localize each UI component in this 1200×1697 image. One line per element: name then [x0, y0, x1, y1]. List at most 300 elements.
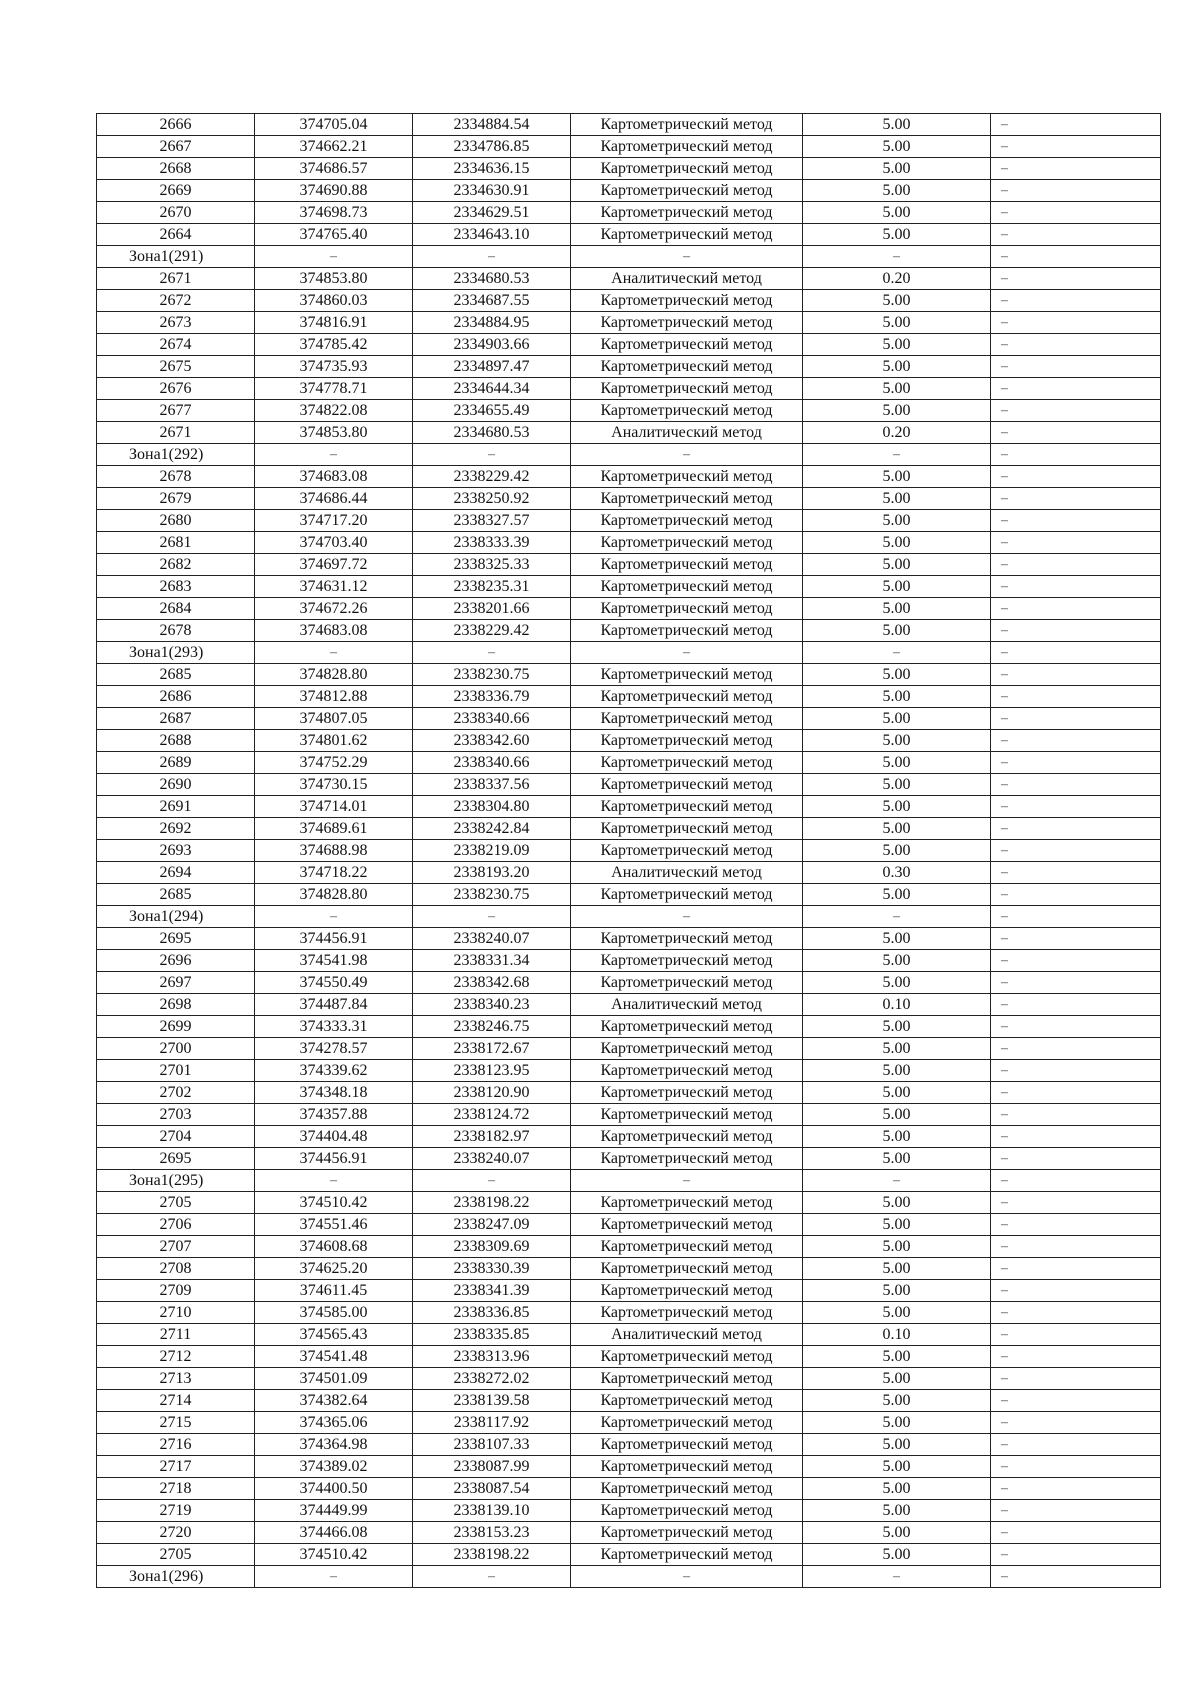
description-cell: –	[991, 1302, 1161, 1324]
x-coordinate-cell: 374853.80	[255, 268, 413, 290]
description-cell: –	[991, 598, 1161, 620]
method-cell: Картометрический метод	[571, 664, 803, 686]
table-row	[97, 334, 1161, 356]
description-cell: –	[991, 1060, 1161, 1082]
table-row	[97, 928, 1161, 950]
table-row	[97, 862, 1161, 884]
x-coordinate-cell: 374631.12	[255, 576, 413, 598]
y-coordinate-cell: 2338342.60	[413, 730, 571, 752]
y-coordinate-cell: –	[413, 1170, 571, 1192]
description-cell: –	[991, 686, 1161, 708]
accuracy-cell: 5.00	[803, 950, 991, 972]
method-cell: Картометрический метод	[571, 114, 803, 136]
table-row	[97, 1412, 1161, 1434]
point-number-cell: 2698	[97, 994, 255, 1016]
description-cell: –	[991, 1104, 1161, 1126]
method-cell: Картометрический метод	[571, 1192, 803, 1214]
point-number-cell: 2705	[97, 1192, 255, 1214]
x-coordinate-cell: 374510.42	[255, 1544, 413, 1566]
y-coordinate-cell: 2338087.54	[413, 1478, 571, 1500]
x-coordinate-cell: 374550.49	[255, 972, 413, 994]
description-cell: –	[991, 1324, 1161, 1346]
y-coordinate-cell: 2338124.72	[413, 1104, 571, 1126]
table-row	[97, 972, 1161, 994]
y-coordinate-cell: –	[413, 1566, 571, 1588]
point-number-cell: 2684	[97, 598, 255, 620]
point-number-cell: 2705	[97, 1544, 255, 1566]
point-number-cell: 2671	[97, 422, 255, 444]
y-coordinate-cell: 2338240.07	[413, 1148, 571, 1170]
table-row	[97, 1192, 1161, 1214]
description-cell: –	[991, 1368, 1161, 1390]
x-coordinate-cell: 374333.31	[255, 1016, 413, 1038]
description-cell: –	[991, 1346, 1161, 1368]
accuracy-cell: 5.00	[803, 510, 991, 532]
x-coordinate-cell: 374714.01	[255, 796, 413, 818]
method-cell: Картометрический метод	[571, 136, 803, 158]
accuracy-cell: 5.00	[803, 818, 991, 840]
table-row	[97, 686, 1161, 708]
y-coordinate-cell: 2338272.02	[413, 1368, 571, 1390]
accuracy-cell: 5.00	[803, 1478, 991, 1500]
accuracy-cell: 5.00	[803, 1302, 991, 1324]
y-coordinate-cell: 2334629.51	[413, 202, 571, 224]
zone-header-row	[97, 246, 1161, 268]
method-cell: Картометрический метод	[571, 1214, 803, 1236]
point-number-cell: 2667	[97, 136, 255, 158]
table-row	[97, 202, 1161, 224]
x-coordinate-cell: 374449.99	[255, 1500, 413, 1522]
accuracy-cell: 5.00	[803, 1126, 991, 1148]
accuracy-cell: 5.00	[803, 1500, 991, 1522]
y-coordinate-cell: 2338313.96	[413, 1346, 571, 1368]
method-cell: Картометрический метод	[571, 576, 803, 598]
description-cell: –	[991, 1456, 1161, 1478]
method-cell: Картометрический метод	[571, 774, 803, 796]
table-row	[97, 1148, 1161, 1170]
point-number-cell: 2685	[97, 884, 255, 906]
description-cell: –	[991, 752, 1161, 774]
table-row	[97, 1236, 1161, 1258]
y-coordinate-cell: 2338193.20	[413, 862, 571, 884]
x-coordinate-cell: 374703.40	[255, 532, 413, 554]
table-row	[97, 356, 1161, 378]
point-number-cell: 2694	[97, 862, 255, 884]
y-coordinate-cell: 2338337.56	[413, 774, 571, 796]
y-coordinate-cell: 2338333.39	[413, 532, 571, 554]
table-row	[97, 1434, 1161, 1456]
x-coordinate-cell: –	[255, 444, 413, 466]
description-cell: –	[991, 1522, 1161, 1544]
description-cell: –	[991, 840, 1161, 862]
accuracy-cell: 5.00	[803, 664, 991, 686]
accuracy-cell: 5.00	[803, 1258, 991, 1280]
method-cell: Аналитический метод	[571, 268, 803, 290]
method-cell: Картометрический метод	[571, 1456, 803, 1478]
x-coordinate-cell: 374765.40	[255, 224, 413, 246]
table-row	[97, 708, 1161, 730]
accuracy-cell: 5.00	[803, 488, 991, 510]
method-cell: Аналитический метод	[571, 994, 803, 1016]
description-cell: –	[991, 950, 1161, 972]
accuracy-cell: 5.00	[803, 708, 991, 730]
accuracy-cell: 5.00	[803, 466, 991, 488]
y-coordinate-cell: 2338309.69	[413, 1236, 571, 1258]
method-cell: Картометрический метод	[571, 840, 803, 862]
table-row	[97, 312, 1161, 334]
description-cell: –	[991, 224, 1161, 246]
description-cell: –	[991, 532, 1161, 554]
x-coordinate-cell: –	[255, 246, 413, 268]
x-coordinate-cell: 374348.18	[255, 1082, 413, 1104]
method-cell: Картометрический метод	[571, 1346, 803, 1368]
y-coordinate-cell: 2338219.09	[413, 840, 571, 862]
y-coordinate-cell: 2338230.75	[413, 664, 571, 686]
accuracy-cell: –	[803, 642, 991, 664]
x-coordinate-cell: 374357.88	[255, 1104, 413, 1126]
method-cell: Картометрический метод	[571, 312, 803, 334]
description-cell: –	[991, 1280, 1161, 1302]
x-coordinate-cell: 374339.62	[255, 1060, 413, 1082]
point-number-cell: 2703	[97, 1104, 255, 1126]
method-cell: –	[571, 642, 803, 664]
accuracy-cell: 5.00	[803, 840, 991, 862]
accuracy-cell: 5.00	[803, 686, 991, 708]
description-cell: –	[991, 1038, 1161, 1060]
accuracy-cell: 5.00	[803, 312, 991, 334]
y-coordinate-cell: 2334643.10	[413, 224, 571, 246]
accuracy-cell: 5.00	[803, 1082, 991, 1104]
description-cell: –	[991, 488, 1161, 510]
method-cell: Картометрический метод	[571, 1478, 803, 1500]
method-cell: Картометрический метод	[571, 598, 803, 620]
table-row	[97, 730, 1161, 752]
description-cell: –	[991, 972, 1161, 994]
y-coordinate-cell: 2338342.68	[413, 972, 571, 994]
y-coordinate-cell: 2338331.34	[413, 950, 571, 972]
method-cell: Картометрический метод	[571, 356, 803, 378]
point-number-cell: 2701	[97, 1060, 255, 1082]
table-row	[97, 664, 1161, 686]
x-coordinate-cell: 374364.98	[255, 1434, 413, 1456]
y-coordinate-cell: 2338336.79	[413, 686, 571, 708]
x-coordinate-cell: –	[255, 642, 413, 664]
accuracy-cell: 0.10	[803, 994, 991, 1016]
method-cell: Картометрический метод	[571, 1500, 803, 1522]
table-row	[97, 1060, 1161, 1082]
description-cell: –	[991, 202, 1161, 224]
description-cell: –	[991, 1016, 1161, 1038]
method-cell: Аналитический метод	[571, 1324, 803, 1346]
x-coordinate-cell: 374456.91	[255, 1148, 413, 1170]
x-coordinate-cell: 374735.93	[255, 356, 413, 378]
table-row	[97, 774, 1161, 796]
accuracy-cell: 5.00	[803, 114, 991, 136]
accuracy-cell: 5.00	[803, 1434, 991, 1456]
accuracy-cell: 5.00	[803, 1346, 991, 1368]
method-cell: Картометрический метод	[571, 1544, 803, 1566]
x-coordinate-cell: 374718.22	[255, 862, 413, 884]
y-coordinate-cell: 2338230.75	[413, 884, 571, 906]
method-cell: Аналитический метод	[571, 422, 803, 444]
y-coordinate-cell: 2338330.39	[413, 1258, 571, 1280]
method-cell: Картометрический метод	[571, 1060, 803, 1082]
x-coordinate-cell: 374686.57	[255, 158, 413, 180]
description-cell: –	[991, 158, 1161, 180]
description-cell: –	[991, 290, 1161, 312]
table-row	[97, 290, 1161, 312]
method-cell: Картометрический метод	[571, 796, 803, 818]
zone-header-row	[97, 1170, 1161, 1192]
description-cell: –	[991, 1236, 1161, 1258]
accuracy-cell: 5.00	[803, 1522, 991, 1544]
x-coordinate-cell: 374585.00	[255, 1302, 413, 1324]
table-row	[97, 994, 1161, 1016]
point-number-cell: 2697	[97, 972, 255, 994]
description-cell: –	[991, 1500, 1161, 1522]
zone-header-row	[97, 444, 1161, 466]
x-coordinate-cell: 374625.20	[255, 1258, 413, 1280]
table-row	[97, 1016, 1161, 1038]
description-cell: –	[991, 466, 1161, 488]
accuracy-cell: 5.00	[803, 1236, 991, 1258]
accuracy-cell: 0.20	[803, 422, 991, 444]
point-number-cell: 2678	[97, 466, 255, 488]
y-coordinate-cell: 2338327.57	[413, 510, 571, 532]
method-cell: Картометрический метод	[571, 180, 803, 202]
point-number-cell: 2714	[97, 1390, 255, 1412]
x-coordinate-cell: 374785.42	[255, 334, 413, 356]
accuracy-cell: 5.00	[803, 136, 991, 158]
x-coordinate-cell: 374541.48	[255, 1346, 413, 1368]
x-coordinate-cell: 374730.15	[255, 774, 413, 796]
method-cell: Картометрический метод	[571, 1412, 803, 1434]
y-coordinate-cell: 2338340.66	[413, 752, 571, 774]
table-row	[97, 510, 1161, 532]
table-row	[97, 752, 1161, 774]
description-cell: –	[991, 1478, 1161, 1500]
point-number-cell: 2691	[97, 796, 255, 818]
accuracy-cell: 5.00	[803, 1214, 991, 1236]
table-row	[97, 620, 1161, 642]
y-coordinate-cell: 2334644.34	[413, 378, 571, 400]
point-number-cell: 2664	[97, 224, 255, 246]
y-coordinate-cell: –	[413, 642, 571, 664]
document-page	[96, 113, 1160, 1588]
accuracy-cell: –	[803, 246, 991, 268]
coordinates-table	[96, 113, 1161, 1588]
table-row	[97, 1038, 1161, 1060]
y-coordinate-cell: 2338304.80	[413, 796, 571, 818]
y-coordinate-cell: –	[413, 906, 571, 928]
description-cell: –	[991, 400, 1161, 422]
description-cell: –	[991, 356, 1161, 378]
table-row	[97, 598, 1161, 620]
point-number-cell: 2676	[97, 378, 255, 400]
y-coordinate-cell: 2338087.99	[413, 1456, 571, 1478]
accuracy-cell: 5.00	[803, 1104, 991, 1126]
method-cell: Картометрический метод	[571, 708, 803, 730]
point-number-cell: 2718	[97, 1478, 255, 1500]
y-coordinate-cell: 2338242.84	[413, 818, 571, 840]
description-cell: –	[991, 708, 1161, 730]
accuracy-cell: 5.00	[803, 1544, 991, 1566]
accuracy-cell: 5.00	[803, 1192, 991, 1214]
table-row	[97, 1346, 1161, 1368]
y-coordinate-cell: 2338201.66	[413, 598, 571, 620]
method-cell: Картометрический метод	[571, 620, 803, 642]
method-cell: Картометрический метод	[571, 1104, 803, 1126]
point-number-cell: 2708	[97, 1258, 255, 1280]
y-coordinate-cell: 2338172.67	[413, 1038, 571, 1060]
table-row	[97, 1258, 1161, 1280]
y-coordinate-cell: 2338107.33	[413, 1434, 571, 1456]
description-cell: –	[991, 928, 1161, 950]
point-number-cell: 2717	[97, 1456, 255, 1478]
table-row	[97, 840, 1161, 862]
x-coordinate-cell: 374860.03	[255, 290, 413, 312]
accuracy-cell: 5.00	[803, 400, 991, 422]
y-coordinate-cell: 2338325.33	[413, 554, 571, 576]
point-number-cell: 2693	[97, 840, 255, 862]
description-cell: –	[991, 796, 1161, 818]
x-coordinate-cell: 374688.98	[255, 840, 413, 862]
accuracy-cell: 5.00	[803, 1016, 991, 1038]
x-coordinate-cell: 374565.43	[255, 1324, 413, 1346]
accuracy-cell: 5.00	[803, 796, 991, 818]
y-coordinate-cell: 2338117.92	[413, 1412, 571, 1434]
point-number-cell: 2687	[97, 708, 255, 730]
description-cell: –	[991, 818, 1161, 840]
x-coordinate-cell: 374456.91	[255, 928, 413, 950]
point-number-cell: 2673	[97, 312, 255, 334]
method-cell: Картометрический метод	[571, 554, 803, 576]
accuracy-cell: 5.00	[803, 202, 991, 224]
accuracy-cell: 5.00	[803, 884, 991, 906]
table-row	[97, 136, 1161, 158]
x-coordinate-cell: 374400.50	[255, 1478, 413, 1500]
description-cell: –	[991, 1148, 1161, 1170]
x-coordinate-cell: 374807.05	[255, 708, 413, 730]
accuracy-cell: 0.10	[803, 1324, 991, 1346]
description-cell: –	[991, 422, 1161, 444]
x-coordinate-cell: 374382.64	[255, 1390, 413, 1412]
accuracy-cell: 5.00	[803, 1456, 991, 1478]
point-number-cell: 2670	[97, 202, 255, 224]
accuracy-cell: 5.00	[803, 1060, 991, 1082]
y-coordinate-cell: 2338335.85	[413, 1324, 571, 1346]
x-coordinate-cell: 374501.09	[255, 1368, 413, 1390]
description-cell: –	[991, 576, 1161, 598]
description-cell: –	[991, 1434, 1161, 1456]
x-coordinate-cell: 374689.61	[255, 818, 413, 840]
point-number-cell: 2690	[97, 774, 255, 796]
table-row	[97, 422, 1161, 444]
table-row	[97, 1390, 1161, 1412]
table-row	[97, 532, 1161, 554]
accuracy-cell: 5.00	[803, 1368, 991, 1390]
table-row	[97, 466, 1161, 488]
description-cell: –	[991, 1192, 1161, 1214]
table-row	[97, 180, 1161, 202]
description-cell: –	[991, 1390, 1161, 1412]
point-number-cell: 2711	[97, 1324, 255, 1346]
table-row	[97, 1324, 1161, 1346]
y-coordinate-cell: 2338235.31	[413, 576, 571, 598]
point-number-cell: 2709	[97, 1280, 255, 1302]
y-coordinate-cell: 2338139.10	[413, 1500, 571, 1522]
y-coordinate-cell: 2334884.54	[413, 114, 571, 136]
point-number-cell: 2669	[97, 180, 255, 202]
point-number-cell: 2707	[97, 1236, 255, 1258]
y-coordinate-cell: 2334687.55	[413, 290, 571, 312]
description-cell: –	[991, 862, 1161, 884]
x-coordinate-cell: 374828.80	[255, 664, 413, 686]
accuracy-cell: 5.00	[803, 1280, 991, 1302]
x-coordinate-cell: 374278.57	[255, 1038, 413, 1060]
accuracy-cell: 5.00	[803, 598, 991, 620]
accuracy-cell: 5.00	[803, 730, 991, 752]
method-cell: Картометрический метод	[571, 1258, 803, 1280]
accuracy-cell: 5.00	[803, 1390, 991, 1412]
x-coordinate-cell: 374778.71	[255, 378, 413, 400]
description-cell: –	[991, 1126, 1161, 1148]
y-coordinate-cell: 2338240.07	[413, 928, 571, 950]
table-row	[97, 224, 1161, 246]
method-cell: –	[571, 1170, 803, 1192]
method-cell: Картометрический метод	[571, 466, 803, 488]
method-cell: Картометрический метод	[571, 1280, 803, 1302]
description-cell: –	[991, 510, 1161, 532]
point-number-cell: 2695	[97, 1148, 255, 1170]
accuracy-cell: 5.00	[803, 334, 991, 356]
point-number-cell: 2672	[97, 290, 255, 312]
x-coordinate-cell: 374752.29	[255, 752, 413, 774]
description-cell: –	[991, 774, 1161, 796]
table-row	[97, 1522, 1161, 1544]
description-cell: –	[991, 1412, 1161, 1434]
point-number-cell: 2700	[97, 1038, 255, 1060]
method-cell: Картометрический метод	[571, 1082, 803, 1104]
y-coordinate-cell: 2334884.95	[413, 312, 571, 334]
point-number-cell: 2719	[97, 1500, 255, 1522]
point-number-cell: 2699	[97, 1016, 255, 1038]
method-cell: Картометрический метод	[571, 334, 803, 356]
accuracy-cell: –	[803, 444, 991, 466]
table-row	[97, 378, 1161, 400]
point-number-cell: 2688	[97, 730, 255, 752]
x-coordinate-cell: 374389.02	[255, 1456, 413, 1478]
point-number-cell: 2710	[97, 1302, 255, 1324]
method-cell: Картометрический метод	[571, 818, 803, 840]
description-cell: –	[991, 1082, 1161, 1104]
table-row	[97, 818, 1161, 840]
accuracy-cell: 5.00	[803, 1412, 991, 1434]
accuracy-cell: 5.00	[803, 532, 991, 554]
x-coordinate-cell: 374611.45	[255, 1280, 413, 1302]
x-coordinate-cell: 374690.88	[255, 180, 413, 202]
table-row	[97, 268, 1161, 290]
y-coordinate-cell: 2338120.90	[413, 1082, 571, 1104]
y-coordinate-cell: 2334630.91	[413, 180, 571, 202]
x-coordinate-cell: 374822.08	[255, 400, 413, 422]
accuracy-cell: 5.00	[803, 774, 991, 796]
point-number-cell: 2674	[97, 334, 255, 356]
description-cell: –	[991, 642, 1161, 664]
description-cell: –	[991, 378, 1161, 400]
description-cell: –	[991, 136, 1161, 158]
x-coordinate-cell: 374365.06	[255, 1412, 413, 1434]
